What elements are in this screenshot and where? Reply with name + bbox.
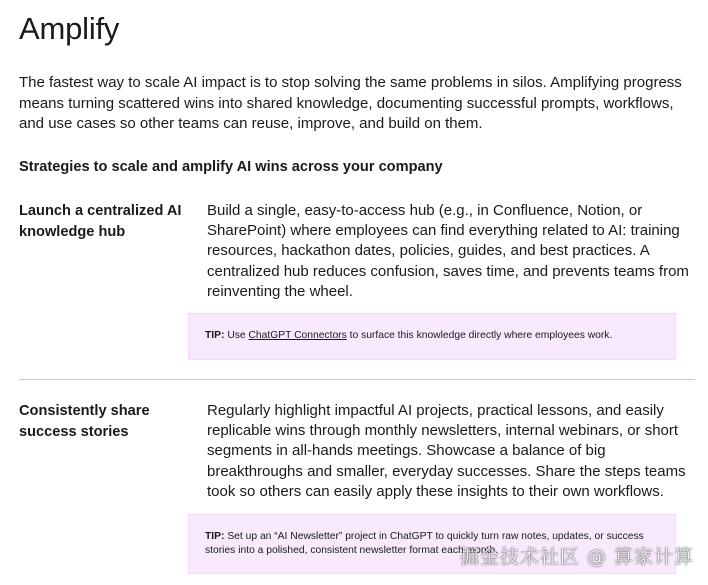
watermark: 掘金技术社区 @ 算家计算: [459, 546, 694, 568]
tip-text-pre: Use: [224, 330, 249, 342]
tip-box: [188, 313, 676, 360]
strategy-body: Regularly highlight impactful AI projects, practical lessons, and easily replicable wins through monthly newsletters, internal webinars, or short segments in all-hands meetings. Showcase a balance of big breakthroughs and smaller, everyday successes. Share the steps teams took so others can easily apply these insights to their own workflows.: [207, 402, 686, 500]
chatgpt-connectors-link[interactable]: ChatGPT Connectors: [248, 330, 347, 342]
section-heading: Strategies to scale and amplify AI wins across your company: [19, 159, 443, 175]
page-title: Amplify: [19, 11, 120, 46]
tip-label: TIP:: [205, 330, 225, 342]
strategy-body: Build a single, easy-to-access hub (e.g., in Confluence, Notion, or SharePoint) where employees can find everything related to AI: training resources, hackathon dates, policies, guides, and best practices. A centralized hub reduces confusion, saves time, and prevents teams from reinventing the wheel.: [207, 202, 689, 300]
tip-text-post: to surface this knowledge directly where employees work.: [346, 330, 613, 342]
divider: [19, 379, 695, 380]
tip-text-pre: Set up an “AI Newsletter” project in ChatGPT to quickly turn raw notes, updates, or success stories into a polished, consistent newsletter format each month.: [205, 530, 644, 556]
tip-text: [205, 329, 659, 344]
strategy-label: Launch a centralized AI knowledge hub: [19, 203, 182, 240]
strategy-label: Consistently share success stories: [19, 403, 150, 440]
tip-label: TIP:: [205, 530, 225, 542]
intro-paragraph: The fastest way to scale AI impact is to stop solving the same problems in silos. Amplifying progress means turning scattered wins into shared knowledge, documenting successful prompts, workflows, and use cases so other teams can reuse, improve, and build on them.: [19, 74, 682, 132]
